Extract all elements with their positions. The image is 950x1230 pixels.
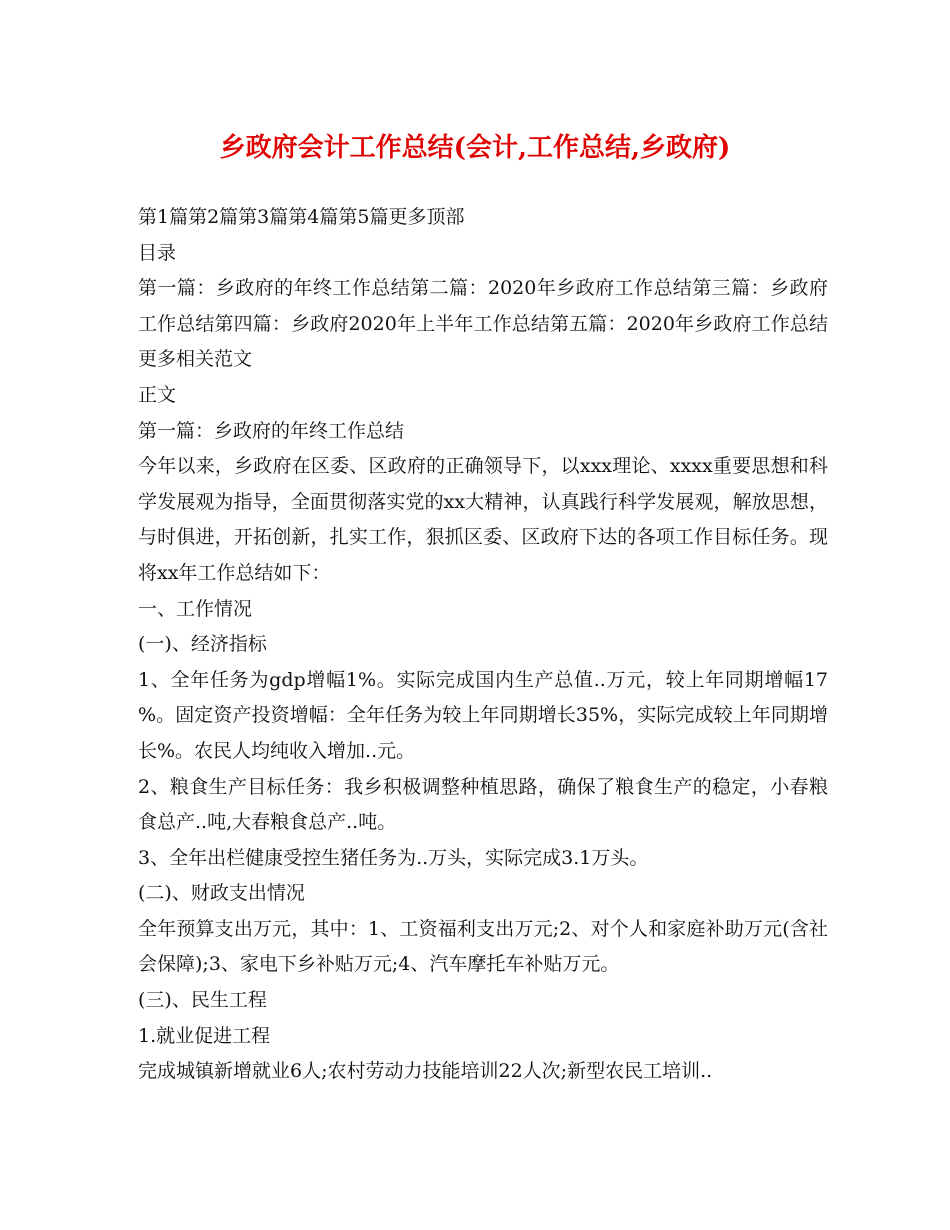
nav-links-line: 第1篇第2篇第3篇第4篇第5篇更多顶部 (138, 206, 465, 228)
item-heading: 1.就业促进工程 (138, 1024, 271, 1047)
toc-content: 第一篇：乡政府的年终工作总结第二篇：2020年乡政府工作总结第三篇：乡政府工作总结第四篇：乡政府2020年上半年工作总结第五篇：2020年乡政府工作总结更多相关范文 (138, 277, 828, 371)
paragraph: 1、全年任务为gdp增幅1%。实际完成国内生产总值..万元，较上年同期增幅17 %。固定资产投资增幅：全年任务为较上年同期增长35%，实际完成较上年同期增长%。农民人均纯收入增加..元。 (138, 668, 828, 762)
body-heading: 正文 (138, 383, 177, 406)
paragraph: 全年预算支出万元，其中：1、工资福利支出万元;2、对个人和家庭补助万元(含社会保障);3、家电下乡补贴万元;4、汽车摩托车补贴万元。 (138, 917, 828, 976)
article-heading: 第一篇：乡政府的年终工作总结 (138, 419, 405, 442)
subsection-heading: (一)、经济指标 (138, 633, 267, 656)
paragraph: 完成城镇新增就业6人;农村劳动力技能培训22人次;新型农民工培训.. (138, 1060, 713, 1083)
document-title: 乡政府会计工作总结(会计,工作总结,乡政府) (219, 133, 731, 163)
intro-paragraph: 今年以来，乡政府在区委、区政府的正确领导下，以xxx理论、xxxx重要思想和科学发展观为指导，全面贯彻落实党的xx大精神，认真践行科学发展观，解放思想，与时俱进，开拓创新，扎实工作，狠抓区委、区政府下达的各项工作目标任务。现将xx年工作总结如下： (138, 455, 828, 584)
subsection-heading: (二)、财政支出情况 (138, 882, 305, 905)
toc-heading: 目录 (138, 241, 177, 264)
section-heading: 一、工作情况 (138, 597, 253, 620)
paragraph: 2、粮食生产目标任务：我乡积极调整种植思路，确保了粮食生产的稳定，小春粮食总产..吨,大春粮食总产..吨。 (138, 775, 828, 834)
document-body (138, 200, 828, 1090)
paragraph: 3、全年出栏健康受控生猪任务为..万头，实际完成3.1万头。 (138, 846, 649, 869)
subsection-heading: (三)、民生工程 (138, 989, 267, 1012)
